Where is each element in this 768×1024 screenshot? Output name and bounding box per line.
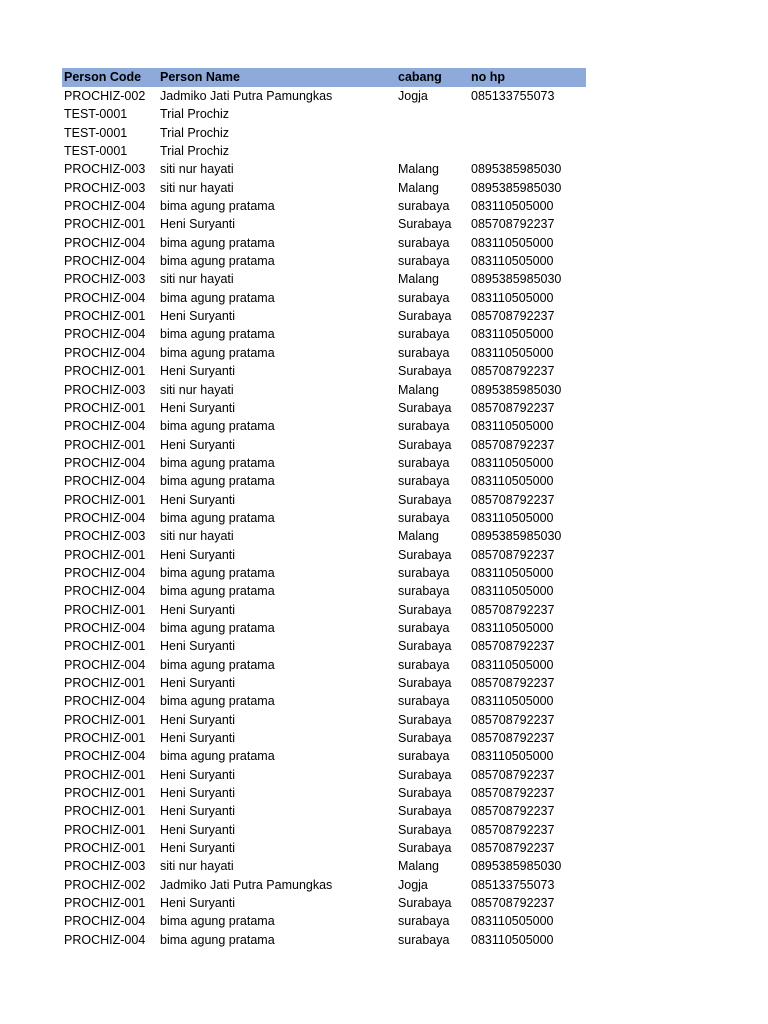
cell-person-name[interactable]: Heni Suryanti [160, 364, 236, 379]
cell-person-code[interactable]: PROCHIZ-004 [64, 419, 146, 434]
cell-cabang[interactable]: Surabaya [398, 309, 452, 324]
cell-person-code[interactable]: PROCHIZ-001 [64, 217, 146, 232]
cell-person-code[interactable]: PROCHIZ-004 [64, 254, 146, 269]
table-row [62, 582, 586, 600]
cell-person-name[interactable]: bima agung pratama [160, 235, 275, 250]
cell-person-name[interactable]: Heni Suryanti [160, 547, 236, 562]
cell-no-hp[interactable]: 083110505000 [471, 455, 554, 470]
table-row [62, 142, 586, 160]
cell-person-name[interactable]: Heni Suryanti [160, 767, 236, 782]
cell-person-code[interactable]: PROCHIZ-004 [64, 584, 146, 599]
cell-no-hp[interactable]: 083110505000 [471, 565, 554, 580]
cell-person-code[interactable]: PROCHIZ-001 [64, 309, 146, 324]
cell-cabang[interactable] [398, 105, 471, 123]
cell-person-code[interactable]: PROCHIZ-003 [64, 162, 146, 177]
cell-person-name[interactable]: Heni Suryanti [160, 822, 236, 837]
cell-person-code[interactable]: PROCHIZ-004 [64, 235, 146, 250]
cell-cabang[interactable]: Malang [398, 529, 439, 544]
cell-cabang[interactable]: Jogja [398, 89, 428, 103]
cell-person-code[interactable]: PROCHIZ-003 [64, 529, 146, 544]
cell-cabang[interactable]: Surabaya [398, 492, 452, 507]
cell-person-name[interactable]: Heni Suryanti [160, 731, 236, 746]
cell-person-name[interactable]: Jadmiko Jati Putra Pamungkas [160, 89, 333, 103]
cell-person-name[interactable]: Heni Suryanti [160, 602, 236, 617]
cell-cabang[interactable]: surabaya [398, 932, 450, 947]
cell-person-code[interactable]: PROCHIZ-001 [64, 822, 146, 837]
table-row [62, 802, 586, 820]
cell-no-hp[interactable]: 085133755073 [471, 89, 555, 103]
table-row [62, 179, 586, 197]
cell-person-name[interactable]: Heni Suryanti [160, 804, 236, 819]
cell-cabang[interactable]: Malang [398, 272, 439, 287]
table-row [62, 124, 586, 142]
table-row [62, 344, 586, 362]
cell-person-code[interactable]: PROCHIZ-001 [64, 547, 146, 562]
cell-cabang[interactable]: surabaya [398, 657, 450, 672]
cell-person-name[interactable]: Heni Suryanti [160, 896, 236, 911]
cell-person-code[interactable]: PROCHIZ-004 [64, 657, 146, 672]
table-row [62, 839, 586, 857]
cell-cabang[interactable]: Surabaya [398, 364, 452, 379]
table-row [62, 270, 586, 288]
cell-no-hp[interactable]: 085708792237 [471, 786, 555, 801]
cell-person-name[interactable]: bima agung pratama [160, 932, 275, 947]
cell-cabang[interactable]: surabaya [398, 327, 450, 342]
cell-no-hp[interactable]: 083110505000 [471, 694, 554, 709]
table-row [62, 509, 586, 527]
cell-person-code[interactable]: PROCHIZ-001 [64, 676, 146, 690]
cell-person-code[interactable]: PROCHIZ-004 [64, 290, 146, 305]
cell-cabang[interactable]: surabaya [398, 455, 450, 470]
cell-no-hp[interactable]: 0895385985030 [471, 180, 562, 195]
cell-person-code[interactable]: PROCHIZ-001 [64, 492, 146, 507]
cell-cabang[interactable]: Malang [398, 859, 439, 874]
cell-cabang[interactable]: Surabaya [398, 712, 452, 727]
table-row [62, 252, 586, 270]
cell-person-name[interactable]: Jadmiko Jati Putra Pamungkas [160, 877, 333, 892]
cell-person-name[interactable]: Heni Suryanti [160, 437, 236, 452]
cell-cabang[interactable]: surabaya [398, 565, 450, 580]
cell-no-hp[interactable]: 085708792237 [471, 217, 555, 232]
cell-cabang[interactable]: Malang [398, 162, 439, 177]
cell-person-code[interactable]: PROCHIZ-004 [64, 749, 146, 764]
table-row [62, 876, 586, 894]
cell-person-name[interactable]: bima agung pratama [160, 419, 275, 434]
cell-person-code[interactable]: PROCHIZ-002 [64, 877, 146, 892]
cell-no-hp[interactable]: 085708792237 [471, 437, 555, 452]
table-row [62, 491, 586, 509]
cell-person-code[interactable]: PROCHIZ-003 [64, 272, 146, 287]
cell-no-hp[interactable]: 0895385985030 [471, 382, 562, 397]
cell-no-hp[interactable]: 085708792237 [471, 731, 555, 746]
cell-cabang[interactable]: Surabaya [398, 841, 452, 856]
cell-no-hp[interactable]: 0895385985030 [471, 859, 562, 874]
cell-person-name[interactable]: bima agung pratama [160, 565, 275, 580]
cell-cabang[interactable]: Malang [398, 180, 439, 195]
cell-no-hp[interactable]: 083110505000 [471, 290, 554, 305]
cell-person-name[interactable]: bima agung pratama [160, 199, 275, 214]
table-row [62, 674, 586, 692]
cell-cabang[interactable]: Surabaya [398, 602, 452, 617]
table-row [62, 766, 586, 784]
cell-no-hp[interactable] [471, 105, 586, 123]
cell-person-code[interactable]: PROCHIZ-001 [64, 767, 146, 782]
cell-person-name[interactable]: bima agung pratama [160, 584, 275, 599]
cell-person-code[interactable]: PROCHIZ-004 [64, 565, 146, 580]
cell-no-hp[interactable]: 0895385985030 [471, 162, 562, 177]
cell-person-name[interactable]: bima agung pratama [160, 455, 275, 470]
table-row [62, 564, 586, 582]
cell-no-hp[interactable]: 085708792237 [471, 712, 555, 727]
cell-person-name[interactable]: Heni Suryanti [160, 309, 236, 324]
cell-person-name[interactable]: Heni Suryanti [160, 639, 236, 654]
table-row [62, 692, 586, 710]
cell-cabang[interactable]: surabaya [398, 620, 450, 635]
table-row [62, 747, 586, 765]
cell-person-name[interactable]: Heni Suryanti [160, 712, 236, 727]
cell-no-hp[interactable]: 0895385985030 [471, 529, 562, 544]
cell-person-code[interactable]: PROCHIZ-001 [64, 712, 146, 727]
cell-person-code[interactable]: PROCHIZ-003 [64, 859, 146, 874]
table-header-row [62, 68, 586, 87]
table-row [62, 436, 586, 454]
cell-person-code[interactable]: PROCHIZ-004 [64, 620, 146, 635]
cell-cabang[interactable]: Surabaya [398, 767, 452, 782]
table-row [62, 417, 586, 435]
table-row [62, 197, 586, 215]
cell-person-name[interactable]: bima agung pratama [160, 290, 275, 305]
cell-person-name[interactable]: Heni Suryanti [160, 841, 236, 856]
table-row [62, 601, 586, 619]
cell-no-hp[interactable]: 085708792237 [471, 400, 555, 415]
cell-no-hp[interactable]: 083110505000 [471, 327, 554, 342]
cell-cabang[interactable] [398, 142, 471, 160]
cell-person-name[interactable]: Heni Suryanti [160, 400, 236, 415]
header-person-code[interactable]: Person Code [64, 70, 142, 84]
cell-no-hp[interactable]: 085708792237 [471, 822, 555, 837]
cell-cabang[interactable]: Surabaya [398, 822, 452, 837]
cell-cabang[interactable]: Surabaya [398, 731, 452, 746]
cell-person-name[interactable]: Trial Prochiz [160, 107, 229, 122]
cell-no-hp[interactable]: 083110505000 [471, 419, 554, 434]
cell-cabang[interactable]: Surabaya [398, 639, 452, 654]
cell-person-name[interactable]: Heni Suryanti [160, 786, 236, 801]
cell-person-code[interactable]: PROCHIZ-001 [64, 804, 146, 819]
cell-no-hp[interactable]: 083110505000 [471, 932, 554, 947]
cell-no-hp[interactable]: 0895385985030 [471, 272, 562, 287]
cell-person-code[interactable]: PROCHIZ-001 [64, 896, 146, 911]
cell-cabang[interactable]: surabaya [398, 914, 450, 929]
cell-person-code[interactable]: PROCHIZ-004 [64, 199, 146, 214]
table-row [62, 325, 586, 343]
cell-person-name[interactable]: bima agung pratama [160, 914, 275, 929]
cell-person-name[interactable]: siti nur hayati [160, 529, 234, 544]
cell-no-hp[interactable]: 083110505000 [471, 914, 554, 929]
cell-cabang[interactable]: Surabaya [398, 896, 452, 911]
cell-no-hp[interactable] [471, 124, 586, 142]
cell-no-hp[interactable]: 085708792237 [471, 841, 555, 856]
cell-no-hp[interactable]: 083110505000 [471, 235, 554, 250]
cell-cabang[interactable]: surabaya [398, 199, 450, 214]
table-row [62, 105, 586, 123]
cell-person-code[interactable]: PROCHIZ-001 [64, 786, 146, 801]
cell-no-hp[interactable]: 085708792237 [471, 364, 555, 379]
cell-no-hp[interactable]: 083110505000 [471, 199, 554, 214]
table-row [62, 234, 586, 252]
cell-no-hp[interactable]: 083110505000 [471, 657, 554, 672]
cell-person-name[interactable]: Heni Suryanti [160, 492, 236, 507]
cell-no-hp[interactable]: 085708792237 [471, 309, 555, 324]
cell-no-hp[interactable]: 083110505000 [471, 749, 554, 764]
table-row [62, 729, 586, 747]
cell-cabang[interactable]: Surabaya [398, 786, 452, 801]
cell-person-name[interactable]: siti nur hayati [160, 162, 234, 177]
table-row [62, 821, 586, 839]
cell-no-hp[interactable]: 083110505000 [471, 510, 554, 525]
cell-person-name[interactable]: bima agung pratama [160, 694, 275, 709]
cell-cabang[interactable]: surabaya [398, 345, 450, 360]
cell-cabang[interactable]: surabaya [398, 419, 450, 434]
table-row [62, 527, 586, 545]
cell-person-name[interactable]: Heni Suryanti [160, 676, 236, 690]
cell-cabang[interactable]: surabaya [398, 510, 450, 525]
cell-person-code[interactable]: TEST-0001 [64, 125, 128, 140]
cell-person-code[interactable]: TEST-0001 [64, 144, 128, 159]
table-row [62, 546, 586, 564]
cell-person-code[interactable]: PROCHIZ-003 [64, 180, 146, 195]
cell-no-hp[interactable]: 083110505000 [471, 345, 554, 360]
table-row [62, 857, 586, 875]
cell-person-code[interactable]: PROCHIZ-001 [64, 731, 146, 746]
table-row [62, 619, 586, 637]
cell-person-name[interactable]: Heni Suryanti [160, 217, 236, 232]
cell-person-code[interactable]: PROCHIZ-004 [64, 327, 146, 342]
cell-person-code[interactable]: PROCHIZ-001 [64, 437, 146, 452]
cell-person-name[interactable]: bima agung pratama [160, 327, 275, 342]
cell-person-name[interactable]: siti nur hayati [160, 272, 234, 287]
table-row [62, 637, 586, 655]
cell-person-name[interactable]: bima agung pratama [160, 254, 275, 269]
cell-person-code[interactable]: PROCHIZ-001 [64, 841, 146, 856]
cell-person-code[interactable]: PROCHIZ-001 [64, 602, 146, 617]
cell-no-hp[interactable]: 085708792237 [471, 767, 555, 782]
cell-person-code[interactable]: PROCHIZ-004 [64, 455, 146, 470]
cell-person-name[interactable]: bima agung pratama [160, 510, 275, 525]
cell-person-name[interactable]: bima agung pratama [160, 749, 275, 764]
cell-cabang[interactable]: Malang [398, 382, 439, 397]
table-row [62, 307, 586, 325]
cell-cabang[interactable]: Jogja [398, 877, 428, 892]
cell-no-hp[interactable]: 083110505000 [471, 584, 554, 599]
cell-cabang[interactable]: Surabaya [398, 400, 452, 415]
cell-person-code[interactable]: PROCHIZ-004 [64, 345, 146, 360]
cell-no-hp[interactable]: 083110505000 [471, 620, 554, 635]
table-row [62, 399, 586, 417]
header-person-name[interactable]: Person Name [160, 70, 240, 84]
cell-person-name[interactable]: bima agung pratama [160, 620, 275, 635]
cell-no-hp[interactable]: 085708792237 [471, 492, 555, 507]
table-row [62, 931, 586, 949]
cell-no-hp[interactable]: 083110505000 [471, 254, 554, 269]
cell-person-name[interactable]: bima agung pratama [160, 657, 275, 672]
table-row [62, 912, 586, 930]
cell-person-name[interactable]: Trial Prochiz [160, 144, 229, 159]
cell-person-code[interactable]: PROCHIZ-004 [64, 914, 146, 929]
cell-no-hp[interactable] [471, 142, 586, 160]
cell-person-name[interactable]: siti nur hayati [160, 382, 234, 397]
table-row [62, 289, 586, 307]
table-row [62, 711, 586, 729]
table-body [62, 87, 586, 949]
cell-cabang[interactable]: surabaya [398, 694, 450, 709]
cell-no-hp[interactable]: 085708792237 [471, 804, 555, 819]
cell-no-hp[interactable]: 085133755073 [471, 877, 555, 892]
cell-cabang[interactable]: surabaya [398, 290, 450, 305]
cell-cabang[interactable]: surabaya [398, 235, 450, 250]
cell-person-code[interactable]: PROCHIZ-004 [64, 510, 146, 525]
cell-cabang[interactable]: Surabaya [398, 676, 452, 690]
cell-person-name[interactable]: bima agung pratama [160, 345, 275, 360]
cell-no-hp[interactable]: 085708792237 [471, 602, 555, 617]
cell-cabang[interactable] [398, 124, 471, 142]
cell-person-code[interactable]: PROCHIZ-001 [64, 400, 146, 415]
table-row [62, 894, 586, 912]
header-no-hp[interactable]: no hp [471, 70, 506, 84]
table-row [62, 472, 586, 490]
table-row [62, 362, 586, 380]
table-row [62, 381, 586, 399]
cell-person-code[interactable]: PROCHIZ-003 [64, 382, 146, 397]
table-row [62, 656, 586, 674]
spreadsheet-table [62, 68, 586, 949]
cell-cabang[interactable]: Surabaya [398, 547, 452, 562]
table-row [62, 784, 586, 802]
cell-cabang[interactable]: surabaya [398, 474, 450, 489]
cell-no-hp[interactable]: 085708792237 [471, 676, 555, 690]
cell-person-name[interactable]: siti nur hayati [160, 859, 234, 874]
cell-cabang[interactable]: Surabaya [398, 217, 452, 232]
table-row [62, 215, 586, 233]
cell-person-name[interactable]: Trial Prochiz [160, 125, 229, 140]
cell-person-code[interactable]: PROCHIZ-002 [64, 89, 146, 103]
cell-person-name[interactable]: bima agung pratama [160, 474, 275, 489]
cell-person-code[interactable]: PROCHIZ-001 [64, 639, 146, 654]
cell-cabang[interactable]: Surabaya [398, 437, 452, 452]
cell-person-code[interactable]: TEST-0001 [64, 107, 128, 122]
cell-no-hp[interactable]: 085708792237 [471, 547, 555, 562]
table-row [62, 160, 586, 178]
cell-cabang[interactable]: Surabaya [398, 804, 452, 819]
cell-cabang[interactable]: surabaya [398, 254, 450, 269]
table-row [62, 87, 586, 105]
cell-person-code[interactable]: PROCHIZ-004 [64, 694, 146, 709]
cell-person-code[interactable]: PROCHIZ-004 [64, 932, 146, 947]
header-cabang[interactable]: cabang [398, 70, 442, 84]
cell-no-hp[interactable]: 085708792237 [471, 896, 555, 911]
cell-cabang[interactable]: surabaya [398, 584, 450, 599]
cell-person-name[interactable]: siti nur hayati [160, 180, 234, 195]
cell-no-hp[interactable]: 085708792237 [471, 639, 555, 654]
cell-person-code[interactable]: PROCHIZ-004 [64, 474, 146, 489]
cell-person-code[interactable]: PROCHIZ-001 [64, 364, 146, 379]
cell-no-hp[interactable]: 083110505000 [471, 474, 554, 489]
table-row [62, 454, 586, 472]
cell-cabang[interactable]: surabaya [398, 749, 450, 764]
